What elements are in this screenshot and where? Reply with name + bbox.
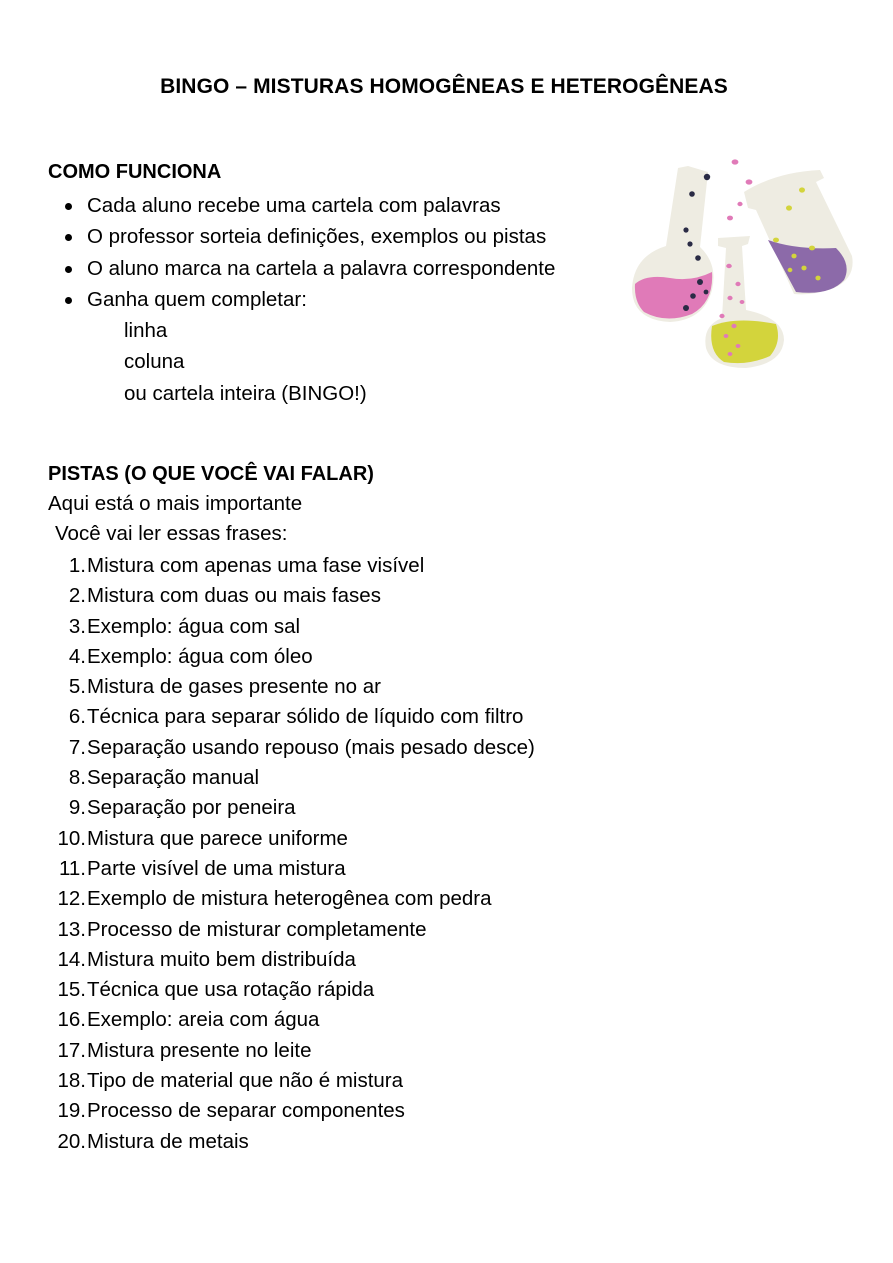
clue-text: Separação manual [87,766,260,790]
bullet-icon [65,234,72,241]
clue-text: Mistura muito bem distribuída [87,947,356,971]
clue-number: 11. [59,856,86,880]
clue-item [48,763,535,793]
list-item: O professor sorteia definições, exemplos ou pistas [48,221,555,252]
clue-number: 10. [57,826,86,850]
clue-number: 6. [68,705,86,729]
clue-item [48,1096,535,1126]
clue-item [48,1005,535,1035]
clue-text: Mistura de gases presente no ar [87,675,381,699]
clues-list [48,551,535,1157]
clue-item [48,612,535,642]
clue-number: 20. [57,1129,86,1153]
clue-number: 1. [68,554,86,577]
list-item: coluna [124,350,185,374]
clue-number: 3. [68,614,86,638]
clues-instruction: Você vai ler essas frases: [55,522,288,545]
list-item: Ganha quem completar: [48,284,555,315]
clue-item [48,1066,535,1096]
clue-item [48,642,535,672]
clue-text: Separação por peneira [87,796,296,820]
clue-text: Mistura com apenas uma fase visível [87,554,425,577]
clue-item [48,824,535,854]
page-title: BINGO – MISTURAS HOMOGÊNEAS E HETEROGÊNEAS [160,75,728,98]
clue-item [48,1127,535,1157]
list-item: ou cartela inteira (BINGO!) [124,381,367,405]
clue-text: Exemplo de mistura heterogênea com pedra [87,887,492,911]
clues-heading: PISTAS (O QUE VOCÊ VAI FALAR) [48,463,374,485]
clue-item [48,854,535,884]
clue-number: 9. [68,796,86,820]
clues-intro: Aqui está o mais importante [48,492,303,515]
clue-number: 7. [68,735,86,759]
clue-item [48,793,535,823]
clue-item [48,672,535,702]
clue-text: Mistura com duas ou mais fases [87,584,381,608]
clue-number: 15. [57,978,86,1002]
clue-number: 2. [68,584,86,608]
clue-item [48,551,535,581]
clue-text: Tipo de material que não é mistura [87,1069,404,1093]
clue-text: Processo de separar componentes [87,1099,405,1123]
list-item: linha [124,319,168,343]
clue-text: Parte visível de uma mistura [87,856,346,880]
clue-item [48,702,535,732]
clue-text: Técnica que usa rotação rápida [87,978,375,1002]
clue-number: 17. [57,1038,86,1062]
clue-number: 16. [57,1008,86,1032]
clue-text: Processo de misturar completamente [87,917,427,941]
clue-text: Separação usando repouso (mais pesado desce) [87,735,535,759]
clue-item [48,884,535,914]
list-item: Cada aluno recebe uma cartela com palavras [48,190,555,221]
clue-text: Exemplo: água com óleo [87,644,313,668]
clue-item [48,915,535,945]
clue-number: 4. [68,644,86,668]
clue-item [48,945,535,975]
clue-number: 19. [57,1099,86,1123]
how-it-works-heading: COMO FUNCIONA [48,161,222,183]
list-item: O aluno marca na cartela a palavra correspondente [48,253,555,284]
clue-item [48,581,535,611]
clue-item [48,975,535,1005]
bullet-icon [65,203,72,210]
clue-number: 18. [57,1069,86,1093]
clue-item [48,733,535,763]
clue-number: 8. [68,766,86,790]
clue-item [48,1036,535,1066]
clue-text: Mistura de metais [87,1129,249,1153]
how-it-works-list [48,190,555,409]
clue-number: 13. [57,917,86,941]
bullet-icon [65,297,72,304]
chemistry-flasks-icon [626,152,858,374]
clue-text: Mistura que parece uniforme [87,826,348,850]
clue-text: Mistura presente no leite [87,1038,312,1062]
clue-text: Técnica para separar sólido de líquido com filtro [87,705,524,729]
clue-number: 14. [57,947,86,971]
clue-number: 12. [57,887,86,911]
clue-text: Exemplo: areia com água [87,1008,320,1032]
clue-number: 5. [68,675,86,699]
bullet-icon [65,266,72,273]
clue-text: Exemplo: água com sal [87,614,301,638]
